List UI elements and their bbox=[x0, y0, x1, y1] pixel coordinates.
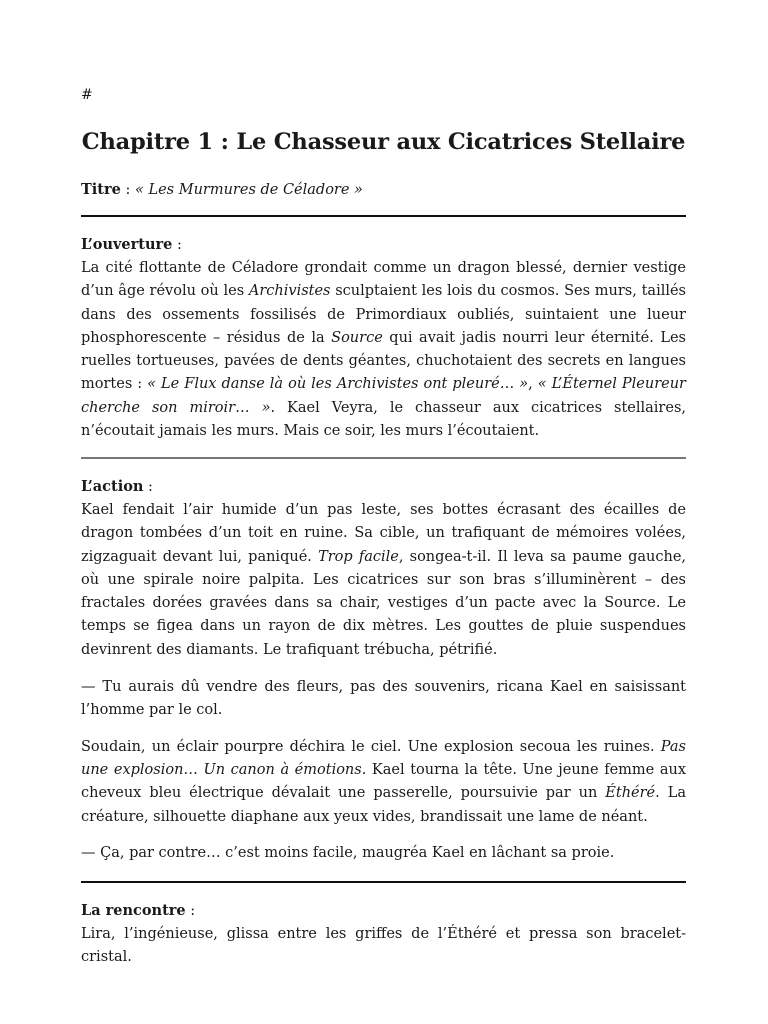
italic-run: Archivistes bbox=[248, 283, 331, 300]
text-run: sculptaient les lois du cosmos. Ses murs, taillés dans des ossements fossilisés de Primordiaux oubliés, suintaient une lueur phosphorescente – résidus de la bbox=[81, 283, 686, 346]
section-label-separator: : bbox=[172, 237, 182, 253]
italic-run: Trop facile bbox=[318, 548, 399, 565]
italic-run: Pas une explosion… Un canon à émotions. bbox=[81, 738, 686, 778]
paragraph: Lira, l’ingénieuse, glissa entre les griffes de l’Éthéré et pressa son bracelet-cristal. bbox=[81, 926, 686, 966]
paragraph bbox=[81, 736, 686, 829]
text-run: Soudain, un éclair pourpre déchira le ciel. Une explosion secoua les ruines. bbox=[81, 738, 661, 755]
titre-line bbox=[81, 179, 363, 201]
paragraph bbox=[81, 499, 686, 662]
section-label-separator: : bbox=[143, 479, 153, 495]
section-label-separator: : bbox=[185, 903, 196, 919]
paragraph: — Ça, par contre… c’est moins facile, maugréa Kael en lâchant sa proie. bbox=[81, 845, 615, 862]
chapter-title: Chapitre 1 : Le Chasseur aux Cicatrices Stellaire bbox=[81, 129, 686, 155]
italic-run: Source bbox=[331, 329, 383, 346]
heading-marker: # bbox=[81, 87, 93, 103]
text-run: , songea-t-il. Il leva sa paume gauche, où une spirale noire palpita. Les cicatrices sur son bras s’illuminèrent – des fractales dorées gravées dans sa chair, vestiges d’un pacte avec la Source. Le temps se figea dans un rayon de dix mètres. Les gouttes de pluie suspendues devinrent des diamants. Le trafiquant trébucha, pétrifié. bbox=[81, 548, 687, 658]
italic-run: « L’Éternel Pleureur cherche son miroir… » bbox=[81, 376, 686, 416]
text-run: La cité flottante de Céladore grondait comme un dragon blessé, dernier vestige d’un âge révolu où les bbox=[81, 260, 686, 300]
section-label bbox=[81, 475, 686, 499]
text-run: Kael tourna la tête. Une jeune femme aux cheveux bleu électrique dévalait une passerelle, poursuivie par un bbox=[81, 761, 686, 802]
section-ouverture bbox=[81, 233, 686, 443]
text-run: . La créature, silhouette diaphane aux yeux vides, brandissait une lame de néant. bbox=[81, 785, 686, 825]
italic-run: « Le Flux danse là où les Archivistes ont pleuré… » bbox=[147, 376, 529, 393]
titre-value: « Les Murmures de Céladore » bbox=[134, 182, 363, 198]
section-label bbox=[81, 899, 686, 923]
section-divider bbox=[81, 215, 686, 217]
section-label-text: L’ouverture bbox=[81, 236, 173, 253]
section-label-text: La rencontre bbox=[81, 902, 186, 919]
section-label-text: L’action bbox=[81, 478, 144, 495]
section-action bbox=[81, 475, 686, 866]
titre-separator: : bbox=[120, 182, 135, 198]
paragraph bbox=[81, 257, 686, 443]
section-label bbox=[81, 233, 686, 257]
text-run: . Kael Veyra, le chasseur aux cicatrices stellaires, n’écoutait jamais les murs. Mais ce soir, les murs l’écoutaient. bbox=[81, 399, 686, 440]
section-divider bbox=[81, 881, 686, 883]
titre-label: Titre bbox=[81, 181, 121, 198]
section-divider bbox=[81, 457, 686, 459]
text-run: qui avait jadis nourri leur éternité. Les ruelles tortueuses, pavées de dents géantes, chuchotaient des secrets en langues mortes : bbox=[81, 329, 686, 393]
italic-run: Éthéré bbox=[605, 785, 656, 802]
text-run: Kael fendait l’air humide d’un pas leste, ses bottes écrasant des écailles de dragon tombées d’un toit en ruine. Sa cible, un trafiquant de mémoires volées, zigzaguait devant lui, paniqué. bbox=[81, 502, 686, 565]
text-run: , bbox=[528, 376, 538, 393]
section-rencontre bbox=[81, 899, 686, 970]
paragraph: — Tu aurais dû vendre des fleurs, pas des souvenirs, ricana Kael en saisissant l’homme par le col. bbox=[81, 678, 686, 718]
